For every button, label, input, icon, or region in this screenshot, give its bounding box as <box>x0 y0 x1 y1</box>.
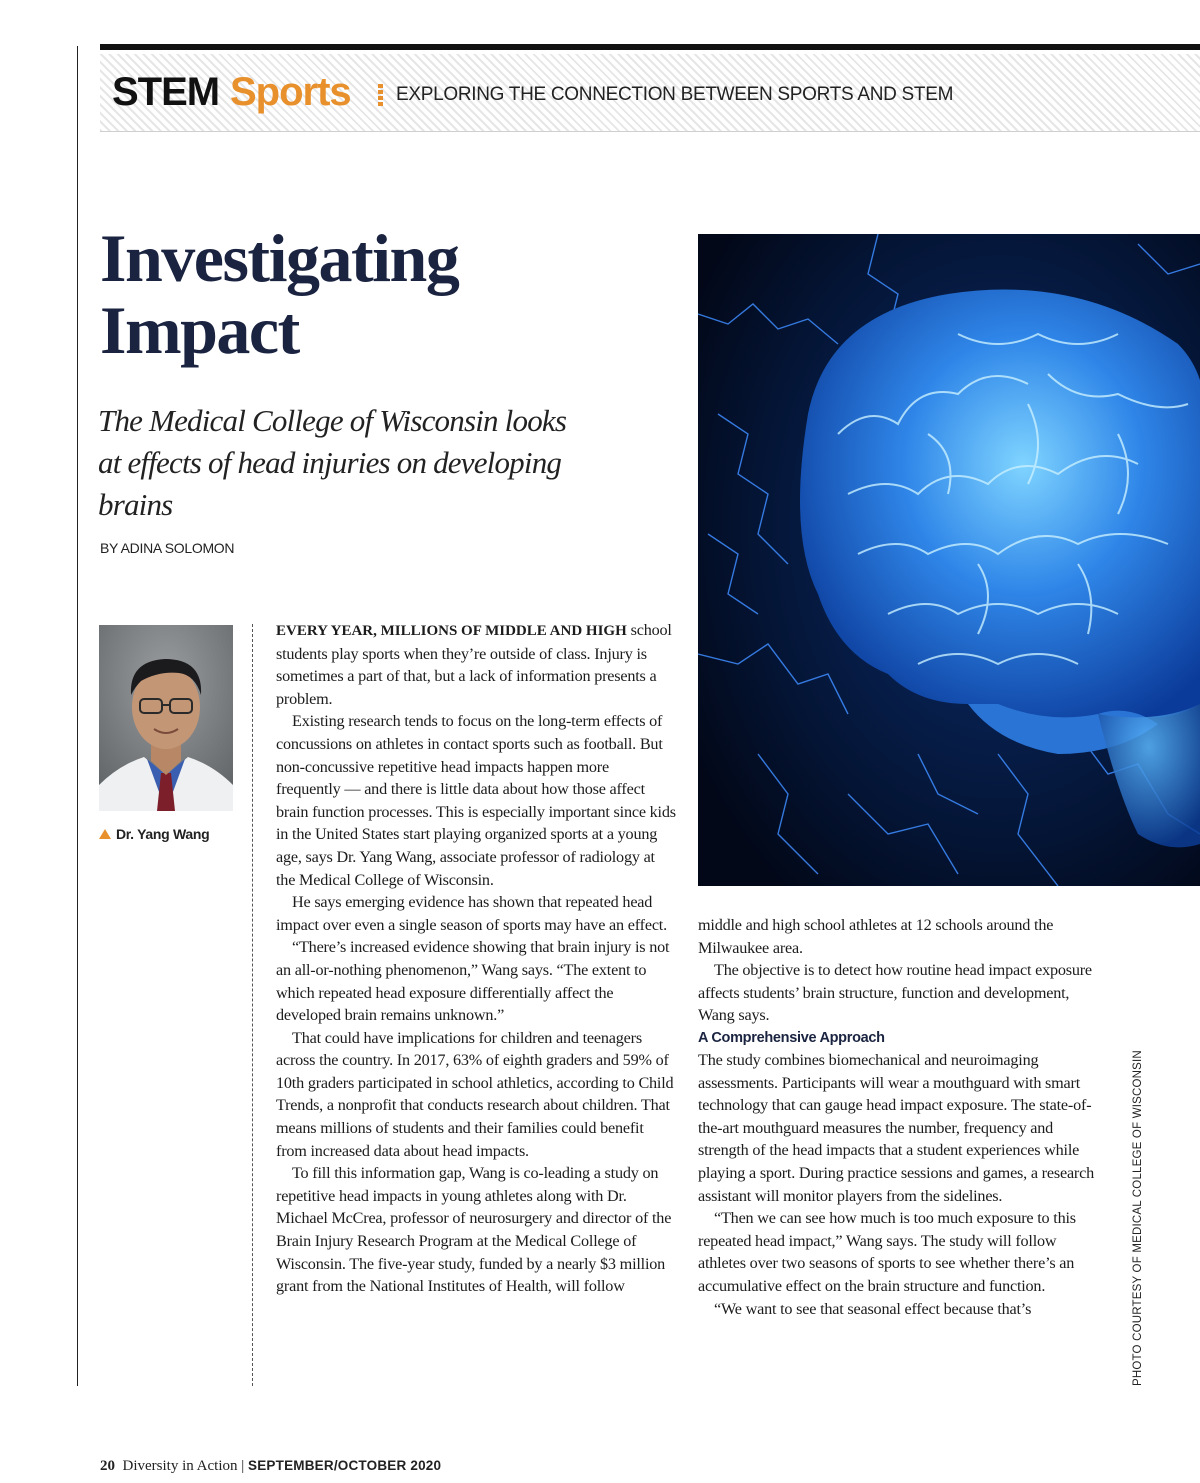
paragraph: middle and high school athletes at 12 schools around the Milwaukee area. <box>698 916 1054 957</box>
paragraph: “There’s increased evidence showing that brain injury is not an all-or-nothing phenomenon,” Wang says. “The extent to which repeated head exposure differentially affect the developed brain remains unknown.” <box>276 938 670 1025</box>
section-banner <box>100 54 1200 132</box>
column-divider <box>252 624 253 1386</box>
article-title <box>100 222 660 366</box>
page-footer <box>100 1458 441 1475</box>
issue-date: SEPTEMBER/OCTOBER 2020 <box>248 1458 442 1473</box>
paragraph: The study combines biomechanical and neuroimaging assessments. Participants will wear a mouthguard with smart technology that can gauge head impact exposure. The state-of-the-art mouthguard measures the number, frequency and strength of the head impacts that a student experiences while playing a sport. During practice sessions and games, a research assistant will monitor players from the sidelines. <box>698 1050 1095 1205</box>
byline: BY ADINA SOLOMON <box>100 540 235 556</box>
article-column-1 <box>276 619 676 1298</box>
magazine-name: Diversity in Action <box>122 1458 238 1474</box>
title-line-2: Impact <box>100 292 299 368</box>
banner-divider <box>378 84 383 108</box>
page-number: 20 <box>100 1458 115 1474</box>
paragraph: Existing research tends to focus on the long-term effects of concussions on athletes in contact sports such as football. But non-concussive repetitive head impacts happen more frequently — and there is little data about how those affect brain function processes. This is especially important since kids in the United States start playing organized sports at a young age, says Dr. Yang Wang, associate professor of radiology at the Medical College of Wisconsin. <box>276 712 676 889</box>
section-subhead: A Comprehensive Approach <box>698 1029 885 1046</box>
paragraph: To fill this information gap, Wang is co-leading a study on repetitive head impacts in young athletes along with Dr. Michael McCrea, professor of neurosurgery and director of the Brain Injury Research Program at the Medical College of Wisconsin. The five-year study, funded by a nearly $3 million grant from the National Institutes of Health, will follow <box>276 1164 672 1296</box>
paragraph <box>276 619 676 710</box>
top-rule <box>100 44 1200 50</box>
paragraph: He says emerging evidence has shown that repeated head impact over even a single season of sports may have an effect. <box>276 893 667 934</box>
lead-in: EVERY YEAR, MILLIONS OF MIDDLE AND HIGH <box>276 623 627 639</box>
caption-text: Dr. Yang Wang <box>116 826 210 842</box>
triangle-up-icon <box>99 829 111 839</box>
banner-tagline: EXPLORING THE CONNECTION BETWEEN SPORTS AND STEM <box>396 84 954 105</box>
title-line-1: Investigating <box>100 220 459 296</box>
banner-stem: STEM <box>112 70 220 114</box>
article-column-2 <box>698 914 1100 1320</box>
brain-graphic <box>698 234 1200 886</box>
left-margin-rule <box>77 46 78 1386</box>
photo-credit: PHOTO COURTESY OF MEDICAL COLLEGE OF WISCONSIN <box>1132 1050 1144 1386</box>
paragraph-text: school students play sports when they’re outside of class. Injury is sometimes a part of that, but a lack of information presents a problem. <box>276 621 672 708</box>
paragraph: “Then we can see how much is too much exposure to this repeated head impact,” Wang says. The study will follow athletes over two seasons of sports to see whether there’s an accumulative effect on the brain structure and function. <box>698 1209 1076 1295</box>
paragraph: “We want to see that seasonal effect because that’s <box>714 1299 1032 1318</box>
portrait-caption <box>99 826 209 842</box>
paragraph: That could have implications for children and teenagers across the country. In 2017, 63% of eighth graders and 59% of 10th graders participated in school athletics, according to Child Trends, a nonprofit that conducts research about children. That means millions of students and their families could benefit from increased data about head impacts. <box>276 1028 674 1160</box>
paragraph: The objective is to detect how routine head impact exposure affects students’ brain structure, function and development, Wang says. <box>698 961 1092 1025</box>
portrait-photo <box>99 625 233 811</box>
brain-illustration <box>698 234 1200 886</box>
article-subtitle: The Medical College of Wisconsin looks at effects of head injuries on developing brains <box>98 403 567 522</box>
footer-separator: | <box>241 1458 245 1474</box>
portrait-illustration <box>99 625 233 811</box>
banner-sports: Sports <box>230 70 351 114</box>
